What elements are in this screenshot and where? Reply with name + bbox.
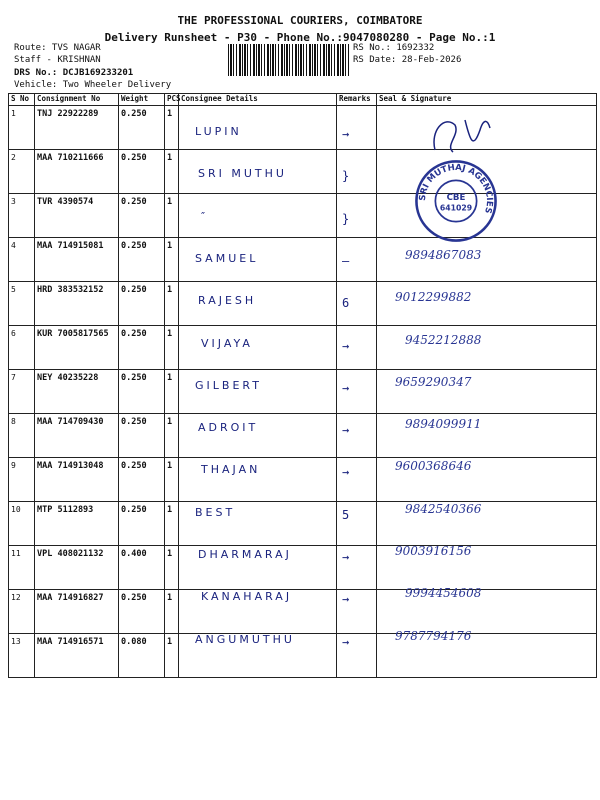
handwritten-phone: 9787794176 — [395, 628, 472, 643]
col-weight: Weight — [119, 94, 165, 106]
col-sno: S No — [9, 94, 35, 106]
row-consignment-no: MAA 714709430 — [35, 414, 119, 458]
row-consignment-no: MAA 714916827 — [35, 590, 119, 634]
remark-mark: → — [342, 634, 350, 649]
row-weight: 0.250 — [119, 326, 165, 370]
row-pcs: 1 — [165, 194, 179, 238]
col-consignment: Consignment No — [35, 94, 119, 106]
row-weight: 0.250 — [119, 458, 165, 502]
handwritten-consignee: GILBERT — [195, 378, 262, 392]
handwritten-consignee: KANAHARAJ — [201, 590, 293, 604]
row-sno: 6 — [9, 326, 35, 370]
row-sno: 1 — [9, 106, 35, 150]
handwritten-consignee: DHARMARAJ — [198, 548, 292, 561]
row-pcs: 1 — [165, 326, 179, 370]
rs-date: RS Date: 28-Feb-2026 — [353, 55, 462, 65]
seal-code-text: 641029 — [439, 203, 473, 213]
row-consignment-no: MAA 714916571 — [35, 634, 119, 678]
row-weight: 0.250 — [119, 370, 165, 414]
runsheet-table — [8, 93, 597, 678]
handwritten-phone: 9012299882 — [395, 290, 472, 305]
handwritten-phone: 9003916156 — [395, 544, 472, 558]
row-sno: 5 — [9, 282, 35, 326]
row-weight: 0.250 — [119, 238, 165, 282]
table-row — [9, 326, 597, 370]
staff-label: Staff - KRISHNAN — [14, 55, 101, 65]
row-consignment-no: MAA 710211666 — [35, 150, 119, 194]
row-pcs: 1 — [165, 106, 179, 150]
row-pcs: 1 — [165, 238, 179, 282]
row-consignee — [179, 414, 337, 458]
remark-mark: → — [342, 465, 350, 480]
row-weight: 0.250 — [119, 502, 165, 546]
row-consignment-no: MAA 714913048 — [35, 458, 119, 502]
row-consignment-no: KUR 7005817565 — [35, 326, 119, 370]
row-pcs: 1 — [165, 590, 179, 634]
handwritten-consignee: ANGUMUTHU — [195, 632, 295, 646]
route-label: Route: TVS NAGAR — [14, 43, 101, 53]
row-sno: 8 — [9, 414, 35, 458]
row-sno: 9 — [9, 458, 35, 502]
handwritten-phone: 9994454608 — [405, 586, 482, 601]
remark-mark: → — [342, 338, 350, 353]
row-pcs: 1 — [165, 502, 179, 546]
handwritten-consignee: RAJESH — [198, 294, 257, 308]
remark-mark: 5 — [342, 507, 350, 522]
table-row — [9, 238, 597, 282]
table-row — [9, 458, 597, 502]
row-pcs: 1 — [165, 546, 179, 590]
row-weight: 0.250 — [119, 282, 165, 326]
row-sno: 13 — [9, 634, 35, 678]
remark-mark: → — [342, 380, 350, 395]
row-consignment-no: TNJ 22922289 — [35, 106, 119, 150]
table-row — [9, 370, 597, 414]
handwritten-phone: 9894867083 — [405, 247, 482, 262]
row-sno: 10 — [9, 502, 35, 546]
row-weight: 0.250 — [119, 106, 165, 150]
remark-mark: } — [342, 211, 350, 226]
handwritten-phone: 9600368646 — [395, 459, 472, 474]
row-consignment-no: MAA 714915081 — [35, 238, 119, 282]
row-weight: 0.250 — [119, 194, 165, 238]
handwritten-phone: 9659290347 — [395, 374, 472, 389]
rs-number: RS No.: 1692332 — [353, 43, 435, 53]
row-weight: 0.400 — [119, 546, 165, 590]
remark-mark: → — [342, 592, 350, 607]
row-sno: 11 — [9, 546, 35, 590]
table-row — [9, 106, 597, 150]
seal-ring-text: SRI MUTHAJ AGENCIES — [417, 162, 495, 215]
remark-mark: — — [342, 253, 350, 268]
row-sno: 12 — [9, 590, 35, 634]
row-consignment-no: NEY 40235228 — [35, 370, 119, 414]
handwritten-consignee: LUPIN — [195, 125, 242, 138]
vehicle-label: Vehicle: Two Wheeler Delivery — [14, 80, 172, 90]
row-sno: 2 — [9, 150, 35, 194]
drs-label: DRS No.: DCJB169233201 — [14, 68, 134, 78]
barcode — [228, 44, 350, 76]
table-row — [9, 634, 597, 678]
col-pcs: PCS — [165, 94, 179, 106]
remark-mark: → — [342, 127, 350, 141]
row-weight: 0.080 — [119, 634, 165, 678]
row-remarks — [337, 458, 377, 502]
handwritten-consignee: ″ — [201, 209, 209, 223]
handwritten-consignee: VIJAYA — [201, 336, 253, 350]
row-pcs: 1 — [165, 414, 179, 458]
table-row — [9, 282, 597, 326]
handwritten-phone: 9452212888 — [405, 332, 482, 347]
row-pcs: 1 — [165, 150, 179, 194]
handwritten-phone: 9894099911 — [405, 417, 482, 432]
table-row — [9, 546, 597, 590]
signature-1 — [425, 110, 505, 160]
row-consignment-no: VPL 408021132 — [35, 546, 119, 590]
col-seal-signature: Seal & Signature — [377, 94, 597, 106]
table-row — [9, 502, 597, 546]
handwritten-consignee: BEST — [195, 505, 236, 519]
remark-mark: → — [342, 550, 350, 564]
remark-mark: → — [342, 423, 350, 438]
handwritten-consignee: THAJAN — [201, 463, 261, 477]
seal-center-text: CBE — [446, 193, 466, 204]
remark-mark: } — [342, 169, 350, 184]
runsheet-subtitle: Delivery Runsheet - P30 - Phone No.:9047080280 - Page No.:1 — [104, 31, 496, 44]
row-pcs: 1 — [165, 282, 179, 326]
table-row — [9, 590, 597, 634]
row-pcs: 1 — [165, 634, 179, 678]
handwritten-phone: 9842540366 — [405, 501, 482, 516]
row-sno: 3 — [9, 194, 35, 238]
table-row — [9, 150, 597, 194]
agency-seal — [413, 158, 499, 244]
row-weight: 0.250 — [119, 414, 165, 458]
table-row — [9, 194, 597, 238]
remark-mark: 6 — [342, 296, 350, 311]
row-sno: 7 — [9, 370, 35, 414]
row-consignment-no: TVR 4390574 — [35, 194, 119, 238]
handwritten-consignee: SAMUEL — [195, 251, 259, 265]
row-consignment-no: HRD 383532152 — [35, 282, 119, 326]
table-header — [9, 94, 597, 106]
row-consignment-no: MTP 5112893 — [35, 502, 119, 546]
col-remarks: Remarks — [337, 94, 377, 106]
row-pcs: 1 — [165, 370, 179, 414]
company-title: THE PROFESSIONAL COURIERS, COIMBATORE — [177, 14, 423, 27]
row-pcs: 1 — [165, 458, 179, 502]
row-weight: 0.250 — [119, 590, 165, 634]
col-consignee: Consignee Details — [179, 94, 337, 106]
table-row — [9, 414, 597, 458]
row-weight: 0.250 — [119, 150, 165, 194]
row-sno: 4 — [9, 238, 35, 282]
handwritten-consignee: SRI MUTHU — [198, 167, 287, 181]
handwritten-consignee: ADROIT — [198, 421, 259, 435]
